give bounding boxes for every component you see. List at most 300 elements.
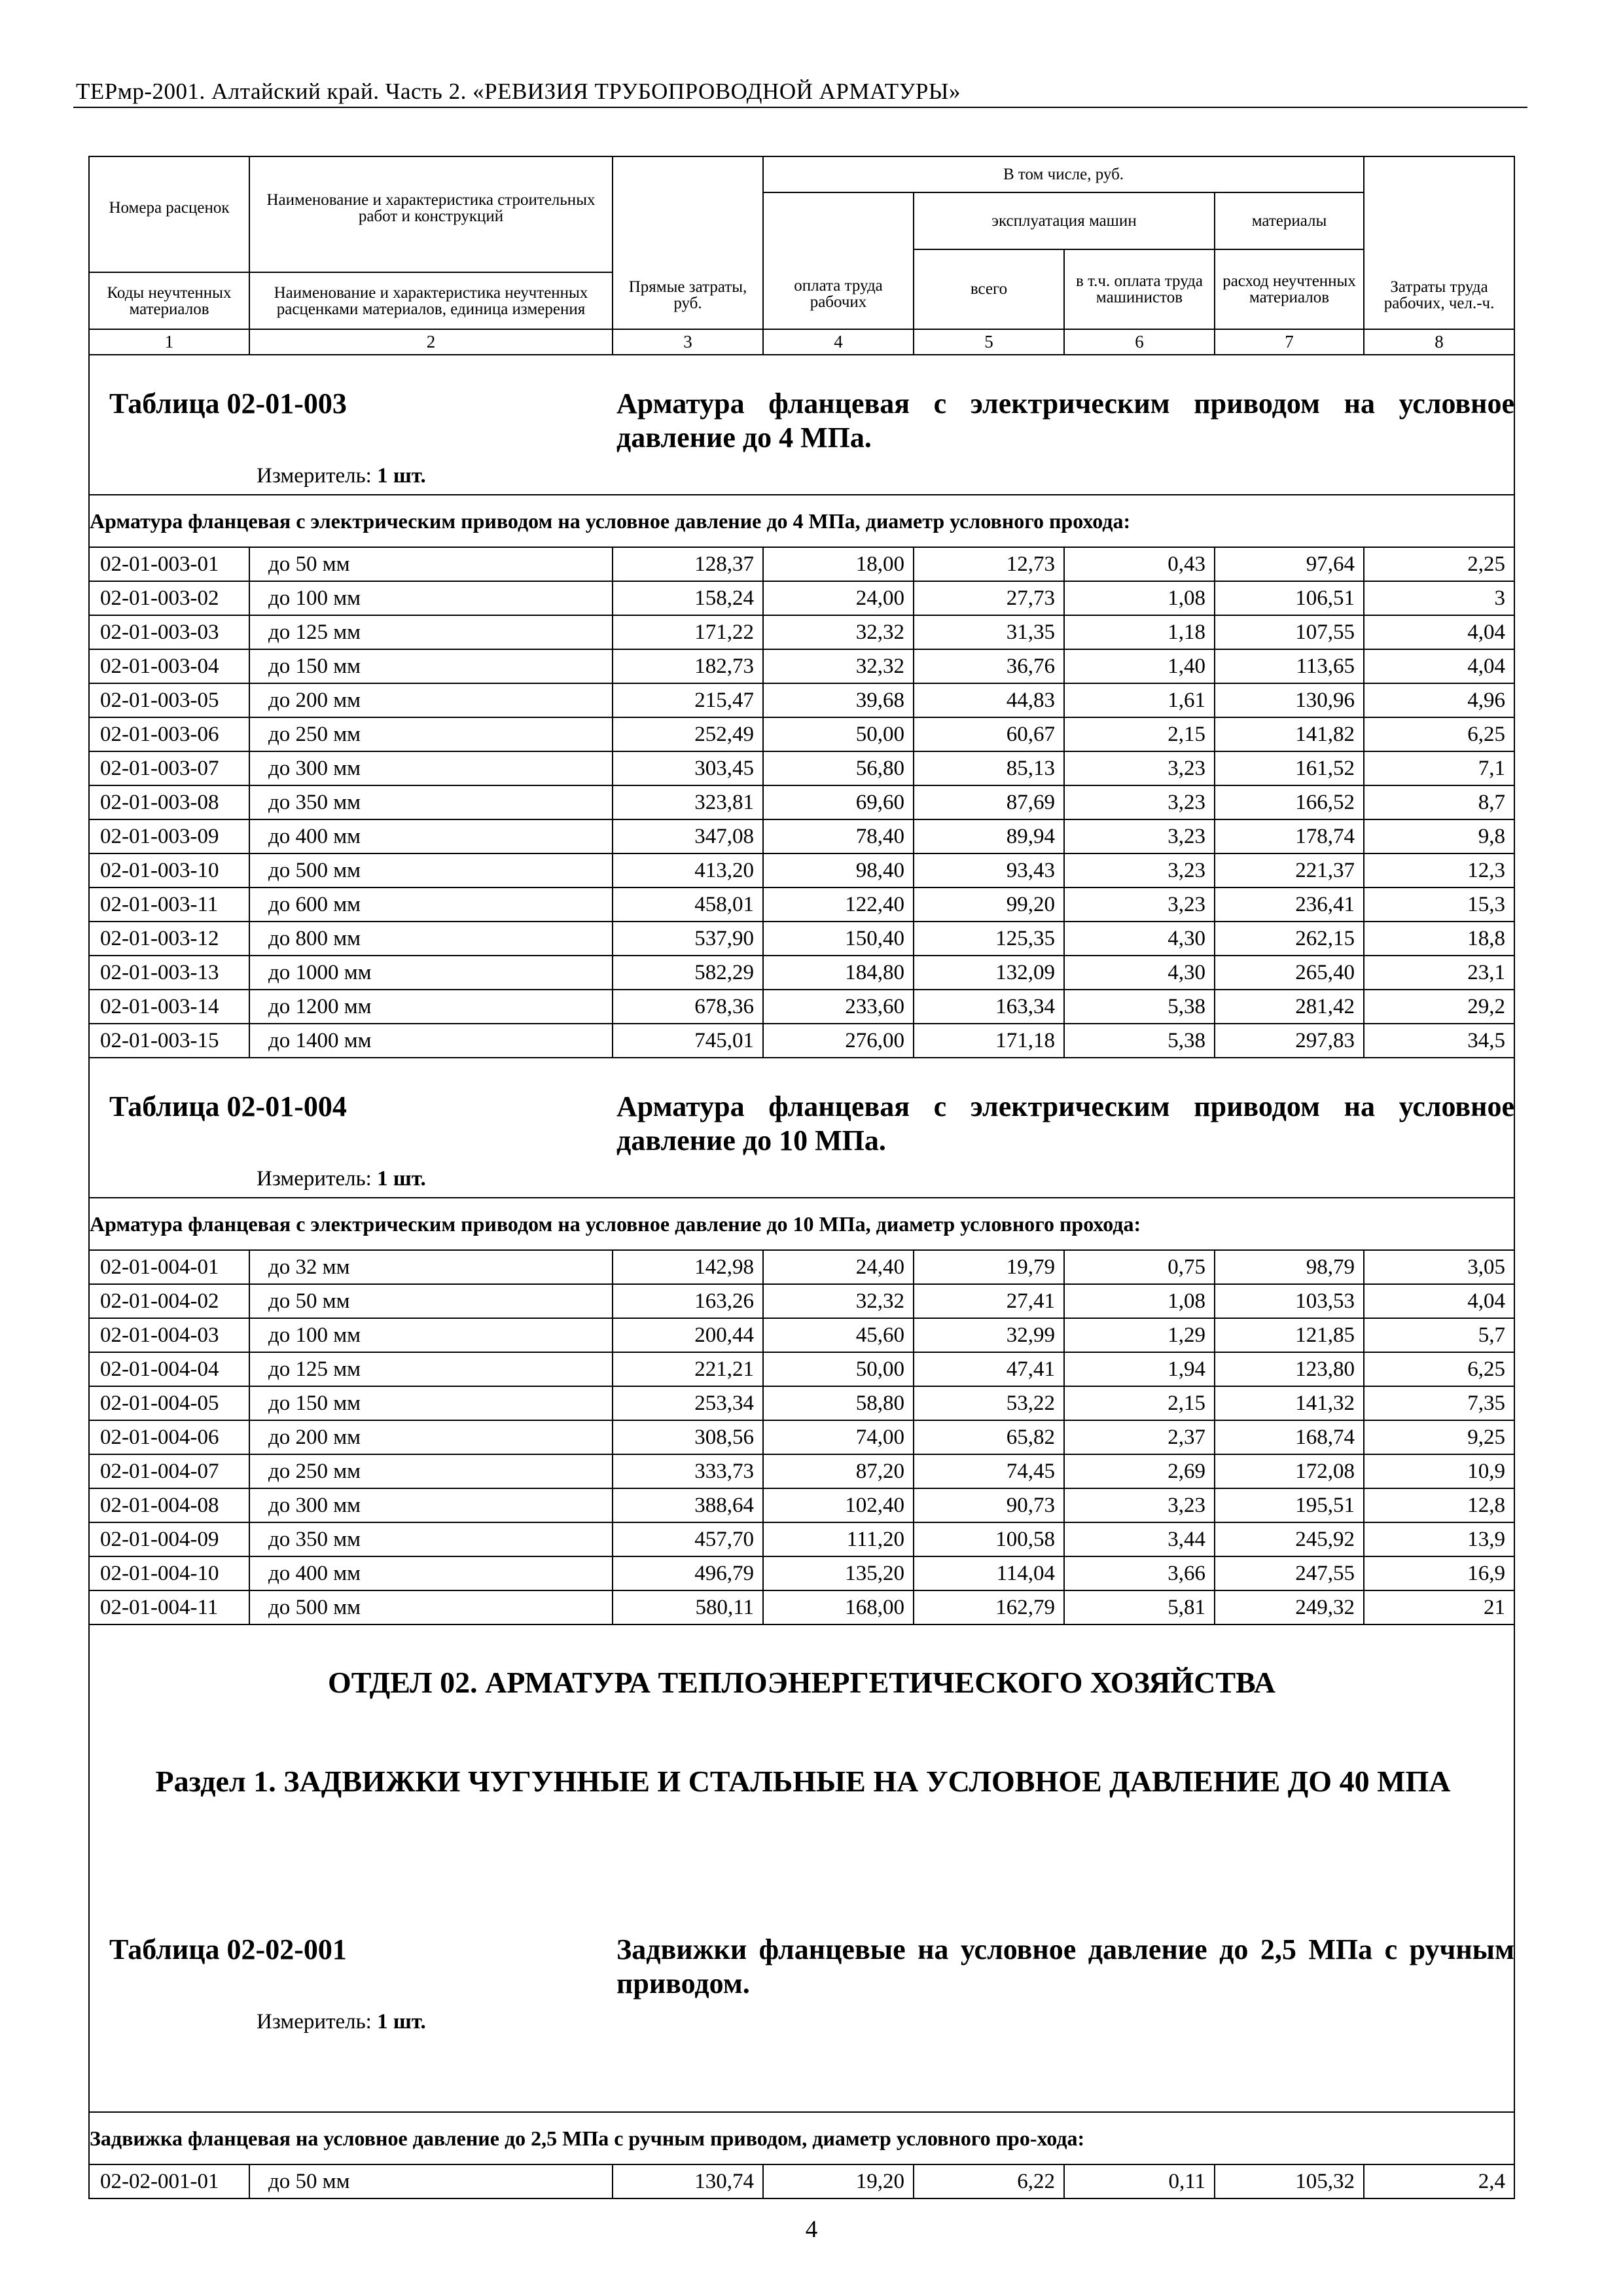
machine-labor-cell: 3,23 xyxy=(1064,1488,1215,1522)
materials-cell: 172,08 xyxy=(1215,1454,1364,1488)
machine-labor-cell: 4,30 xyxy=(1064,922,1215,956)
item-name-cell: до 800 мм xyxy=(249,922,613,956)
rate-code-cell: 02-01-003-07 xyxy=(89,751,249,785)
direct-cost-cell: 347,08 xyxy=(613,819,763,853)
machine-total-cell: 65,82 xyxy=(914,1420,1064,1454)
direct-cost-cell: 215,47 xyxy=(613,683,763,717)
table-row xyxy=(89,751,1514,785)
machine-labor-cell: 2,69 xyxy=(1064,1454,1215,1488)
table-row xyxy=(89,1386,1514,1420)
machine-labor-cell: 1,61 xyxy=(1064,683,1215,717)
table-description: Арматура фланцевая с электрическим приводом на условное давление до 4 МПа. xyxy=(616,387,1514,454)
machine-total-cell: 171,18 xyxy=(914,1024,1064,1058)
direct-cost-cell: 580,11 xyxy=(613,1590,763,1624)
labor-hours-cell: 15,3 xyxy=(1364,888,1514,922)
machine-total-cell: 125,35 xyxy=(914,922,1064,956)
table-header xyxy=(89,156,1514,355)
item-name-cell: до 1200 мм xyxy=(249,990,613,1024)
labor-pay-cell: 184,80 xyxy=(763,956,914,990)
materials-cell: 123,80 xyxy=(1215,1352,1364,1386)
materials-cell: 107,55 xyxy=(1215,615,1364,649)
table-row xyxy=(89,547,1514,581)
machine-labor-cell: 2,15 xyxy=(1064,717,1215,751)
col-number-4: 4 xyxy=(763,329,914,355)
labor-hours-cell: 13,9 xyxy=(1364,1522,1514,1556)
rate-code-cell: 02-01-003-04 xyxy=(89,649,249,683)
machine-labor-cell: 1,40 xyxy=(1064,649,1215,683)
item-name-cell: до 150 мм xyxy=(249,649,613,683)
rate-code-cell: 02-01-004-05 xyxy=(89,1386,249,1420)
machine-total-cell: 100,58 xyxy=(914,1522,1064,1556)
labor-hours-cell: 12,8 xyxy=(1364,1488,1514,1522)
table-02-01-004 xyxy=(89,1058,1514,1624)
item-name-cell: до 250 мм xyxy=(249,717,613,751)
machine-labor-cell: 5,38 xyxy=(1064,1024,1215,1058)
labor-pay-cell: 74,00 xyxy=(763,1420,914,1454)
materials-cell: 130,96 xyxy=(1215,683,1364,717)
header-raskhod: расход неучтенных материалов xyxy=(1215,249,1364,330)
labor-hours-cell: 2,25 xyxy=(1364,547,1514,581)
table-row xyxy=(89,649,1514,683)
rate-code-cell: 02-01-003-02 xyxy=(89,581,249,615)
machine-labor-cell: 2,15 xyxy=(1064,1386,1215,1420)
table-row xyxy=(89,2164,1514,2198)
item-name-cell: до 100 мм xyxy=(249,1318,613,1352)
labor-hours-cell: 6,25 xyxy=(1364,717,1514,751)
direct-cost-cell: 582,29 xyxy=(613,956,763,990)
labor-hours-cell: 3,05 xyxy=(1364,1250,1514,1284)
section-cell xyxy=(89,1624,1514,2112)
machine-total-cell: 19,79 xyxy=(914,1250,1064,1284)
table-title-block xyxy=(90,355,1514,494)
item-name-cell: до 50 мм xyxy=(249,1284,613,1318)
labor-hours-cell: 4,04 xyxy=(1364,1284,1514,1318)
rate-code-cell: 02-01-004-04 xyxy=(89,1352,249,1386)
rate-code-cell: 02-01-003-06 xyxy=(89,717,249,751)
machine-total-cell: 27,73 xyxy=(914,581,1064,615)
table-row xyxy=(89,683,1514,717)
rate-code-cell: 02-01-003-05 xyxy=(89,683,249,717)
item-name-cell: до 50 мм xyxy=(249,547,613,581)
labor-pay-cell: 50,00 xyxy=(763,717,914,751)
machine-total-cell: 44,83 xyxy=(914,683,1064,717)
labor-pay-cell: 39,68 xyxy=(763,683,914,717)
labor-hours-cell: 23,1 xyxy=(1364,956,1514,990)
rates-table xyxy=(88,156,1515,2199)
measure-label: Измеритель: xyxy=(257,2010,372,2034)
header-pryamye-text: Прямые затраты, руб. xyxy=(628,278,747,312)
measure-value: 1 шт. xyxy=(377,464,426,488)
materials-cell: 121,85 xyxy=(1215,1318,1364,1352)
header-rule xyxy=(73,107,1527,108)
labor-pay-cell: 122,40 xyxy=(763,888,914,922)
labor-hours-cell: 16,9 xyxy=(1364,1556,1514,1590)
labor-pay-cell: 45,60 xyxy=(763,1318,914,1352)
labor-pay-cell: 50,00 xyxy=(763,1352,914,1386)
item-name-cell: до 350 мм xyxy=(249,1522,613,1556)
rate-code-cell: 02-01-003-11 xyxy=(89,888,249,922)
labor-pay-cell: 56,80 xyxy=(763,751,914,785)
table-row xyxy=(89,1556,1514,1590)
rate-code-cell: 02-01-003-10 xyxy=(89,853,249,888)
table-02-01-003 xyxy=(89,355,1514,1058)
direct-cost-cell: 130,74 xyxy=(613,2164,763,2198)
machine-total-cell: 114,04 xyxy=(914,1556,1064,1590)
item-name-cell: до 1400 мм xyxy=(249,1024,613,1058)
machine-total-cell: 6,22 xyxy=(914,2164,1064,2198)
table-row xyxy=(89,1488,1514,1522)
labor-pay-cell: 276,00 xyxy=(763,1024,914,1058)
materials-cell: 297,83 xyxy=(1215,1024,1364,1058)
materials-cell: 106,51 xyxy=(1215,581,1364,615)
rate-code-cell: 02-01-004-10 xyxy=(89,1556,249,1590)
item-name-cell: до 50 мм xyxy=(249,2164,613,2198)
header-nomera: Номера расценок xyxy=(89,156,249,259)
labor-hours-cell: 29,2 xyxy=(1364,990,1514,1024)
machine-labor-cell: 4,30 xyxy=(1064,956,1215,990)
page-number: 4 xyxy=(805,2216,818,2243)
labor-pay-cell: 135,20 xyxy=(763,1556,914,1590)
rate-code-cell: 02-01-004-06 xyxy=(89,1420,249,1454)
table-row xyxy=(89,1454,1514,1488)
labor-hours-cell: 9,8 xyxy=(1364,819,1514,853)
table-description: Задвижки фланцевые на условное давление до 2,5 МПа с ручным приводом. xyxy=(616,1933,1514,2000)
table-row xyxy=(89,1024,1514,1058)
measure xyxy=(257,463,426,489)
direct-cost-cell: 308,56 xyxy=(613,1420,763,1454)
materials-cell: 141,82 xyxy=(1215,717,1364,751)
machine-total-cell: 27,41 xyxy=(914,1284,1064,1318)
machine-labor-cell: 3,23 xyxy=(1064,751,1215,785)
materials-cell: 168,74 xyxy=(1215,1420,1364,1454)
item-name-cell: до 100 мм xyxy=(249,581,613,615)
table-row xyxy=(89,853,1514,888)
labor-hours-cell: 21 xyxy=(1364,1590,1514,1624)
header-naimenovanie: Наименование и характеристика строительных работ и конструкций xyxy=(249,156,613,259)
machine-total-cell: 32,99 xyxy=(914,1318,1064,1352)
table-row xyxy=(89,922,1514,956)
rate-code-cell: 02-01-004-03 xyxy=(89,1318,249,1352)
table-row xyxy=(89,819,1514,853)
machine-total-cell: 36,76 xyxy=(914,649,1064,683)
direct-cost-cell: 253,34 xyxy=(613,1386,763,1420)
machine-total-cell: 31,35 xyxy=(914,615,1064,649)
direct-cost-cell: 457,70 xyxy=(613,1522,763,1556)
machine-total-cell: 60,67 xyxy=(914,717,1064,751)
rate-code-cell: 02-01-004-08 xyxy=(89,1488,249,1522)
item-name-cell: до 400 мм xyxy=(249,1556,613,1590)
table-row xyxy=(89,615,1514,649)
machine-total-cell: 89,94 xyxy=(914,819,1064,853)
machine-total-cell: 162,79 xyxy=(914,1590,1064,1624)
rate-code-cell: 02-01-004-02 xyxy=(89,1284,249,1318)
labor-pay-cell: 111,20 xyxy=(763,1522,914,1556)
labor-hours-cell: 4,04 xyxy=(1364,615,1514,649)
col-number-6: 6 xyxy=(1064,329,1215,355)
direct-cost-cell: 252,49 xyxy=(613,717,763,751)
rate-code-cell: 02-01-003-08 xyxy=(89,785,249,819)
table-number: Таблица 02-01-004 xyxy=(109,1090,347,1122)
table-row xyxy=(89,956,1514,990)
rate-code-cell: 02-01-004-11 xyxy=(89,1590,249,1624)
direct-cost-cell: 128,37 xyxy=(613,547,763,581)
table-row xyxy=(89,1352,1514,1386)
machine-labor-cell: 3,23 xyxy=(1064,853,1215,888)
machine-total-cell: 93,43 xyxy=(914,853,1064,888)
direct-cost-cell: 221,21 xyxy=(613,1352,763,1386)
labor-hours-cell: 10,9 xyxy=(1364,1454,1514,1488)
materials-cell: 262,15 xyxy=(1215,922,1364,956)
machine-labor-cell: 0,75 xyxy=(1064,1250,1215,1284)
machine-labor-cell: 5,38 xyxy=(1064,990,1215,1024)
labor-hours-cell: 2,4 xyxy=(1364,2164,1514,2198)
item-name-cell: до 125 мм xyxy=(249,615,613,649)
direct-cost-cell: 303,45 xyxy=(613,751,763,785)
rate-code-cell: 02-01-004-09 xyxy=(89,1522,249,1556)
direct-cost-cell: 323,81 xyxy=(613,785,763,819)
labor-hours-cell: 12,3 xyxy=(1364,853,1514,888)
header-materialy: материалы xyxy=(1215,192,1364,249)
table-subhead: Арматура фланцевая с электрическим приводом на условное давление до 4 МПа, диаметр условного прохода: xyxy=(89,495,1514,547)
direct-cost-cell: 333,73 xyxy=(613,1454,763,1488)
machine-total-cell: 90,73 xyxy=(914,1488,1064,1522)
machine-labor-cell: 0,43 xyxy=(1064,547,1215,581)
item-name-cell: до 350 мм xyxy=(249,785,613,819)
machine-labor-cell: 1,08 xyxy=(1064,581,1215,615)
measure-value: 1 шт. xyxy=(377,2010,426,2034)
rate-code-cell: 02-01-003-09 xyxy=(89,819,249,853)
machine-labor-cell: 3,23 xyxy=(1064,888,1215,922)
labor-pay-cell: 102,40 xyxy=(763,1488,914,1522)
machine-labor-cell: 2,37 xyxy=(1064,1420,1215,1454)
machine-labor-cell: 0,11 xyxy=(1064,2164,1215,2198)
direct-cost-cell: 388,64 xyxy=(613,1488,763,1522)
labor-pay-cell: 98,40 xyxy=(763,853,914,888)
table-row xyxy=(89,888,1514,922)
table-title-block xyxy=(90,1058,1514,1197)
labor-pay-cell: 87,20 xyxy=(763,1454,914,1488)
item-name-cell: до 150 мм xyxy=(249,1386,613,1420)
materials-cell: 98,79 xyxy=(1215,1250,1364,1284)
machine-total-cell: 53,22 xyxy=(914,1386,1064,1420)
header-zatraty-text: Затраты труда рабочих, чел.-ч. xyxy=(1383,278,1495,312)
machine-total-cell: 99,20 xyxy=(914,888,1064,922)
table-row xyxy=(89,1420,1514,1454)
labor-pay-cell: 32,32 xyxy=(763,1284,914,1318)
direct-cost-cell: 745,01 xyxy=(613,1024,763,1058)
materials-cell: 105,32 xyxy=(1215,2164,1364,2198)
table-number: Таблица 02-01-003 xyxy=(109,387,347,420)
labor-hours-cell: 8,7 xyxy=(1364,785,1514,819)
col-number-2: 2 xyxy=(249,329,613,355)
table-number: Таблица 02-02-001 xyxy=(109,1933,347,1965)
labor-pay-cell: 78,40 xyxy=(763,819,914,853)
machine-labor-cell: 3,23 xyxy=(1064,785,1215,819)
rate-code-cell: 02-02-001-01 xyxy=(89,2164,249,2198)
direct-cost-cell: 200,44 xyxy=(613,1318,763,1352)
direct-cost-cell: 142,98 xyxy=(613,1250,763,1284)
materials-cell: 178,74 xyxy=(1215,819,1364,853)
table-row xyxy=(89,1250,1514,1284)
item-name-cell: до 300 мм xyxy=(249,751,613,785)
machine-total-cell: 87,69 xyxy=(914,785,1064,819)
materials-cell: 195,51 xyxy=(1215,1488,1364,1522)
table-row xyxy=(89,1590,1514,1624)
machine-labor-cell: 1,94 xyxy=(1064,1352,1215,1386)
item-name-cell: до 200 мм xyxy=(249,1420,613,1454)
materials-cell: 245,92 xyxy=(1215,1522,1364,1556)
machine-total-cell: 12,73 xyxy=(914,547,1064,581)
header-oplata-text: оплата труда рабочих xyxy=(794,276,883,311)
table-title-cell xyxy=(89,1058,1514,1198)
direct-cost-cell: 496,79 xyxy=(613,1556,763,1590)
machine-labor-cell: 1,08 xyxy=(1064,1284,1215,1318)
table-subhead: Задвижка фланцевая на условное давление до 2,5 МПа с ручным приводом, диаметр условного про-хода: xyxy=(89,2112,1514,2164)
item-name-cell: до 500 мм xyxy=(249,1590,613,1624)
materials-cell: 161,52 xyxy=(1215,751,1364,785)
header-zatraty xyxy=(1364,156,1514,329)
labor-hours-cell: 6,25 xyxy=(1364,1352,1514,1386)
header-kody: Коды неучтенных материалов xyxy=(89,272,249,329)
table-row xyxy=(89,1318,1514,1352)
measure-label: Измеритель: xyxy=(257,1167,372,1191)
rate-code-cell: 02-01-003-14 xyxy=(89,990,249,1024)
col-number-8: 8 xyxy=(1364,329,1514,355)
table-row xyxy=(89,1522,1514,1556)
table-row xyxy=(89,1284,1514,1318)
item-name-cell: до 600 мм xyxy=(249,888,613,922)
rate-code-cell: 02-01-003-03 xyxy=(89,615,249,649)
table-row xyxy=(89,581,1514,615)
labor-hours-cell: 5,7 xyxy=(1364,1318,1514,1352)
table-title-block xyxy=(90,1901,1514,2040)
header-naimenovanie-2: Наименование и характеристика неучтенных расценками материалов, единица измерения xyxy=(249,272,613,329)
item-name-cell: до 250 мм xyxy=(249,1454,613,1488)
header-vsego: всего xyxy=(914,249,1064,330)
labor-hours-cell: 34,5 xyxy=(1364,1024,1514,1058)
table-row xyxy=(89,990,1514,1024)
item-name-cell: до 400 мм xyxy=(249,819,613,853)
direct-cost-cell: 171,22 xyxy=(613,615,763,649)
rate-code-cell: 02-01-003-12 xyxy=(89,922,249,956)
materials-cell: 249,32 xyxy=(1215,1590,1364,1624)
rate-code-cell: 02-01-004-07 xyxy=(89,1454,249,1488)
header-v-tom-chisle: В том числе, руб. xyxy=(763,156,1364,192)
machine-labor-cell: 3,23 xyxy=(1064,819,1215,853)
rate-code-cell: 02-01-003-15 xyxy=(89,1024,249,1058)
measure xyxy=(257,2009,426,2035)
item-name-cell: до 500 мм xyxy=(249,853,613,888)
machine-total-cell: 132,09 xyxy=(914,956,1064,990)
materials-cell: 103,53 xyxy=(1215,1284,1364,1318)
item-name-cell: до 32 мм xyxy=(249,1250,613,1284)
direct-cost-cell: 537,90 xyxy=(613,922,763,956)
machine-labor-cell: 5,81 xyxy=(1064,1590,1215,1624)
labor-pay-cell: 150,40 xyxy=(763,922,914,956)
materials-cell: 281,42 xyxy=(1215,990,1364,1024)
labor-pay-cell: 69,60 xyxy=(763,785,914,819)
machine-total-cell: 74,45 xyxy=(914,1454,1064,1488)
labor-pay-cell: 24,00 xyxy=(763,581,914,615)
item-name-cell: до 125 мм xyxy=(249,1352,613,1386)
razdel-title: Раздел 1. ЗАДВИЖКИ ЧУГУННЫЕ И СТАЛЬНЫЕ НА УСЛОВНОЕ ДАВЛЕНИЕ ДО 40 МПА xyxy=(155,1765,1451,1798)
labor-hours-cell: 18,8 xyxy=(1364,922,1514,956)
materials-cell: 247,55 xyxy=(1215,1556,1364,1590)
header-vtch: в т.ч. оплата труда машинистов xyxy=(1064,249,1215,330)
materials-cell: 265,40 xyxy=(1215,956,1364,990)
labor-hours-cell: 3 xyxy=(1364,581,1514,615)
labor-hours-cell: 4,04 xyxy=(1364,649,1514,683)
direct-cost-cell: 678,36 xyxy=(613,990,763,1024)
materials-cell: 97,64 xyxy=(1215,547,1364,581)
labor-hours-cell: 7,1 xyxy=(1364,751,1514,785)
machine-total-cell: 163,34 xyxy=(914,990,1064,1024)
labor-pay-cell: 24,40 xyxy=(763,1250,914,1284)
materials-cell: 166,52 xyxy=(1215,785,1364,819)
rate-code-cell: 02-01-003-01 xyxy=(89,547,249,581)
header-oplata xyxy=(763,192,914,329)
header-spacer-a xyxy=(89,259,249,272)
measure xyxy=(257,1166,426,1192)
table-row xyxy=(89,717,1514,751)
otdel-title: ОТДЕЛ 02. АРМАТУРА ТЕПЛОЭНЕРГЕТИЧЕСКОГО ХОЗЯЙСТВА xyxy=(328,1666,1276,1699)
labor-pay-cell: 233,60 xyxy=(763,990,914,1024)
running-head: ТЕРмр-2001. Алтайский край. Часть 2. «РЕВИЗИЯ ТРУБОПРОВОДНОЙ АРМАТУРЫ» xyxy=(76,79,961,104)
col-number-7: 7 xyxy=(1215,329,1364,355)
direct-cost-cell: 163,26 xyxy=(613,1284,763,1318)
col-number-5: 5 xyxy=(914,329,1064,355)
direct-cost-cell: 158,24 xyxy=(613,581,763,615)
machine-labor-cell: 1,29 xyxy=(1064,1318,1215,1352)
rate-code-cell: 02-01-004-01 xyxy=(89,1250,249,1284)
materials-cell: 221,37 xyxy=(1215,853,1364,888)
machine-labor-cell: 1,18 xyxy=(1064,615,1215,649)
direct-cost-cell: 413,20 xyxy=(613,853,763,888)
table-subhead: Арматура фланцевая с электрическим приводом на условное давление до 10 МПа, диаметр условного прохода: xyxy=(89,1198,1514,1250)
materials-cell: 113,65 xyxy=(1215,649,1364,683)
machine-total-cell: 85,13 xyxy=(914,751,1064,785)
labor-pay-cell: 19,20 xyxy=(763,2164,914,2198)
measure-label: Измеритель: xyxy=(257,464,372,488)
item-name-cell: до 300 мм xyxy=(249,1488,613,1522)
labor-hours-cell: 7,35 xyxy=(1364,1386,1514,1420)
col-number-1: 1 xyxy=(89,329,249,355)
item-name-cell: до 200 мм xyxy=(249,683,613,717)
table-description: Арматура фланцевая с электрическим приводом на условное давление до 10 МПа. xyxy=(616,1090,1514,1157)
labor-pay-cell: 168,00 xyxy=(763,1590,914,1624)
measure-value: 1 шт. xyxy=(377,1167,426,1191)
labor-pay-cell: 18,00 xyxy=(763,547,914,581)
col-number-3: 3 xyxy=(613,329,763,355)
machine-labor-cell: 3,44 xyxy=(1064,1522,1215,1556)
item-name-cell: до 1000 мм xyxy=(249,956,613,990)
header-ekspluataciya: эксплуатация машин xyxy=(914,192,1215,249)
direct-cost-cell: 182,73 xyxy=(613,649,763,683)
rate-code-cell: 02-01-003-13 xyxy=(89,956,249,990)
table-row xyxy=(89,785,1514,819)
labor-hours-cell: 9,25 xyxy=(1364,1420,1514,1454)
header-pryamye xyxy=(613,156,763,329)
labor-pay-cell: 32,32 xyxy=(763,615,914,649)
materials-cell: 141,32 xyxy=(1215,1386,1364,1420)
materials-cell: 236,41 xyxy=(1215,888,1364,922)
direct-cost-cell: 458,01 xyxy=(613,888,763,922)
machine-labor-cell: 3,66 xyxy=(1064,1556,1215,1590)
labor-pay-cell: 58,80 xyxy=(763,1386,914,1420)
table-title-cell xyxy=(89,355,1514,495)
labor-hours-cell: 4,96 xyxy=(1364,683,1514,717)
table-02-02-001 xyxy=(89,1624,1514,2198)
